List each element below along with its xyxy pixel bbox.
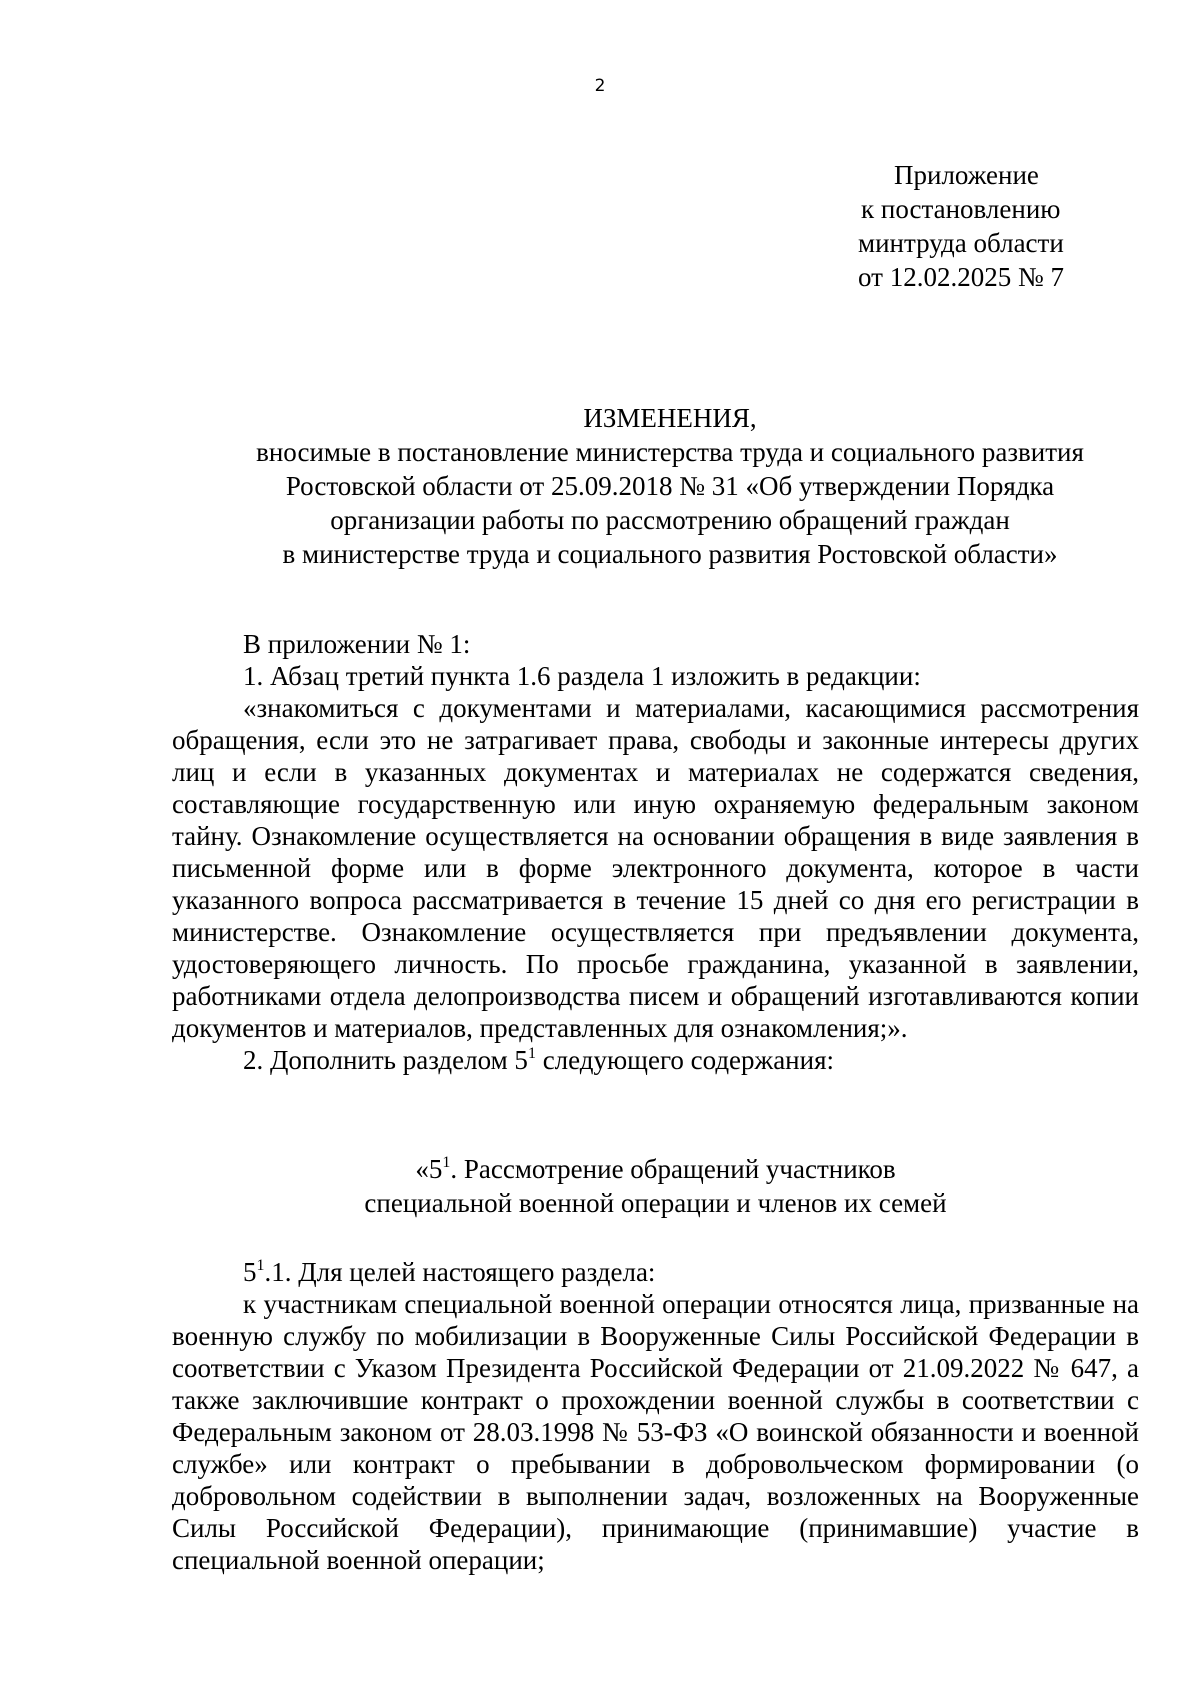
appendix-line-4: от 12.02.2025 № 7: [858, 262, 1064, 292]
paragraph-quote: «знакомиться с документами и материалами, касающимися рассмотрения обращения, если это не затрагивает права, свободы и законные интересы других лиц и если в указанных документах и материалах не содержатся сведения, составляющие государственную или иную охраняемую федеральным законом тайну. Ознакомление осуществляется на основании обращения в виде заявления в письменной форме или в форме электронного документа, которое в части указанного вопроса рассматривается в течение 15 дней со дня его регистрации в министерстве. Ознакомление осуществляется при предъявлении документа, удостоверяющего личность. По просьбе гражданина, указанной в заявлении, работниками отдела делопроизводства писем и обращений изготавливаются копии документов и материалов, представленных для ознакомления;».: [172, 693, 1139, 1043]
section-post: . Рассмотрение обращений участников: [450, 1154, 896, 1184]
document-title: [140, 401, 1200, 571]
paragraph-item-2: [172, 1044, 1139, 1076]
title-line-4: в министерстве труда и социального развития Ростовской области»: [282, 539, 1058, 569]
p511-post: .1. Для целей настоящего раздела:: [264, 1257, 656, 1287]
title-line-2: Ростовской области от 25.09.2018 № 31 «Об утверждении Порядка: [285, 471, 1055, 501]
section-sup: 1: [442, 1154, 451, 1171]
section-heading-line-2: специальной военной операции и членов их семей: [364, 1188, 947, 1218]
paragraph-item-1: 1. Абзац третий пункта 1.6 раздела 1 изложить в редакции:: [243, 661, 921, 691]
body-text-2: [172, 1256, 1139, 1576]
section-heading: [172, 1152, 1139, 1220]
p511-pre: 5: [243, 1257, 257, 1287]
title-heading: ИЗМЕНЕНИЯ,: [583, 403, 757, 433]
item-2-post: следующего содержания:: [535, 1045, 834, 1075]
title-line-3: организации работы по рассмотрению обращений граждан: [330, 505, 1010, 535]
body-text-1: [172, 628, 1139, 1076]
paragraph-participants: к участникам специальной военной операции относятся лица, призванные на военную службу по мобилизации в Вооруженные Силы Российской Федерации в соответствии с Указом Президента Российской Федерации от 21.09.2022 № 647, а также заключившие контракт о прохождении военной службы в соответствии с Федеральным законом от 28.03.1998 № 53-ФЗ «О воинской обязанности и военной службе» или контракт о пребывании в добровольческом формировании (о добровольном содействии в выполнении задач, возложенных на Вооруженные Силы Российской Федерации), принимающие (принимавшие) участие в специальной военной операции;: [172, 1289, 1139, 1575]
paragraph-intro: В приложении № 1:: [243, 629, 471, 659]
item-2-sup: 1: [527, 1045, 536, 1062]
appendix-line-3: минтруда области: [858, 228, 1064, 258]
item-2-pre: 2. Дополнить разделом 5: [243, 1045, 528, 1075]
p511-sup: 1: [256, 1257, 265, 1274]
section-pre: «5: [415, 1154, 443, 1184]
appendix-line-1: Приложение: [894, 160, 1039, 190]
page-number: 2: [594, 76, 606, 96]
appendix-line-2: к постановлению: [861, 194, 1061, 224]
paragraph-5-1-1: [172, 1256, 1139, 1288]
appendix-stamp: [858, 158, 1148, 294]
section-heading-line-1: [172, 1152, 1139, 1186]
title-line-1: вносимые в постановление министерства труда и социального развития: [256, 437, 1084, 467]
